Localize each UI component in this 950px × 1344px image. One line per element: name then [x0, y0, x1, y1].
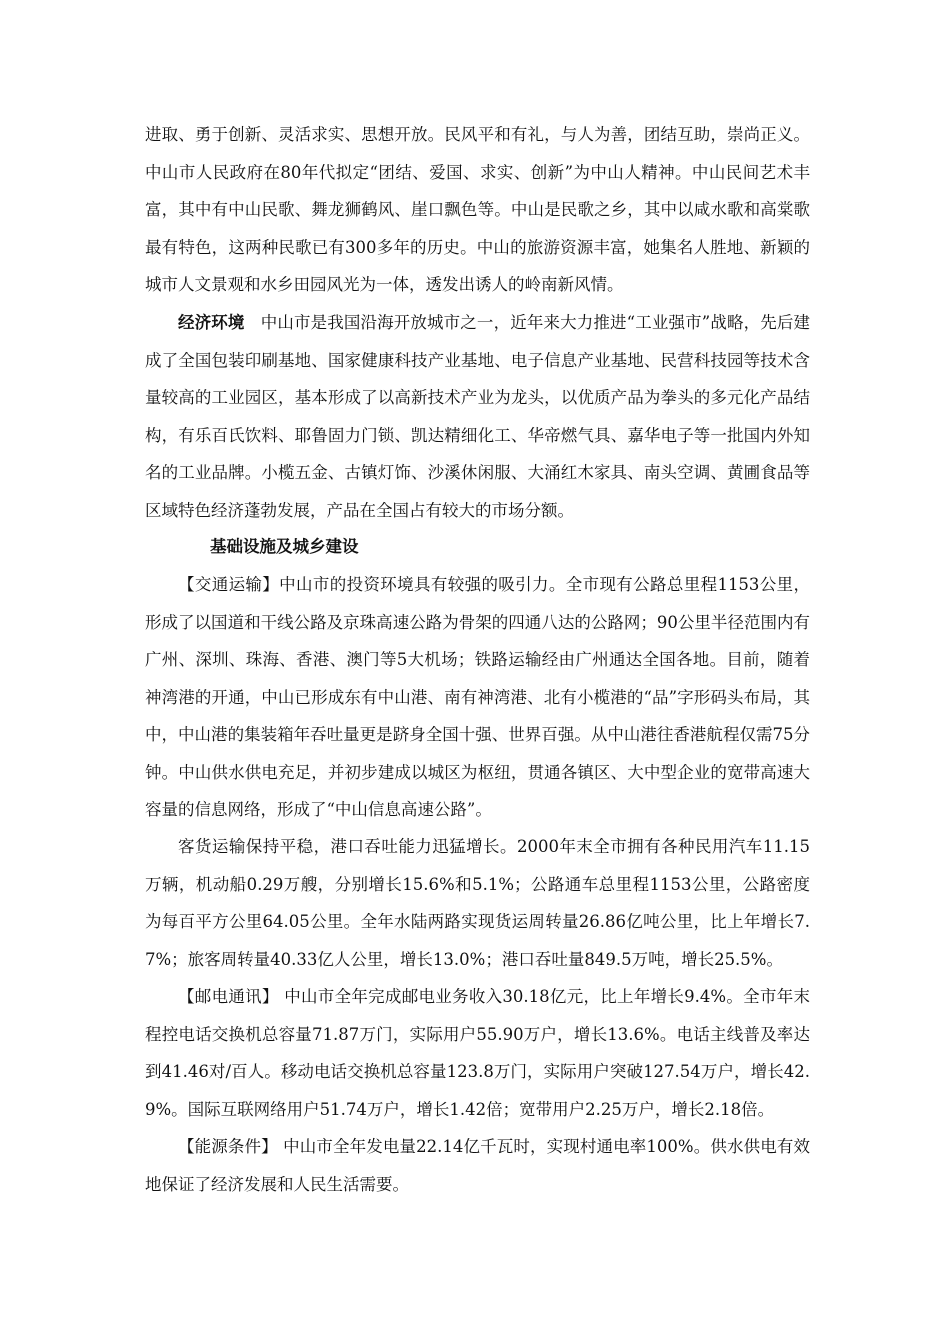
transport-text: 中山市的投资环境具有较强的吸引力。全市现有公路总里程1153公里，形成了以国道和干线公路及京珠高速公路为骨架的四通八达的公路网；90公里半径范围内有广州、深圳、珠海、香港、澳门等5大机场；铁路运输经由广州通达全国各地。目前，随着神湾港的开通，中山已形成东有中山港、南有神湾港、北有小榄港的“品”字形码头布局，其中，中山港的集装箱年吞吐量更是跻身全国十强、世界百强。从中山港往香港航程仅需75分钟。中山供水供电充足，并初步建成以城区为枢纽，贯通各镇区、大中型企业的宽带高速大容量的信息网络，形成了“中山信息高速公路”。 — [145, 575, 811, 819]
energy-paragraph — [145, 1128, 810, 1203]
post-text: 中山市全年完成邮电业务收入30.18亿元，比上年增长9.4%。全市年末程控电话交换机总容量71.87万门，实际用户55.90万户，增长13.6%。电话主线普及率达到41.46对/百人。移动电话交换机总容量123.8万门，实际用户突破127.54万户，增长42.9%。国际互联网络用户51.74万户，增长1.42倍；宽带用户2.25万户，增长2.18倍。 — [145, 987, 811, 1119]
transport-label: 【交通运输】 — [178, 575, 280, 594]
economy-text: 中山市是我国沿海开放城市之一，近年来大力推进“工业强市”战略，先后建成了全国包装印刷基地、国家健康科技产业基地、电子信息产业基地、民营科技园等技术含量较高的工业园区，基本形成了以高新技术产业为龙头，以优质产品为拳头的多元化产品结构，有乐百氏饮料、耶鲁固力门锁、凯达精细化工、华帝燃气具、嘉华电子等一批国内外知名的工业品牌。小榄五金、古镇灯饰、沙溪休闲服、大涌红木家具、南头空调、黄圃食品等区域特色经济蓬勃发展，产品在全国占有较大的市场分额。 — [145, 313, 810, 520]
post-label: 【邮电通讯】 — [178, 987, 279, 1006]
culture-text: 进取、勇于创新、灵活求实、思想开放。民风平和有礼，与人为善，团结互助，崇尚正义。中山市人民政府在80年代拟定“团结、爱国、求实、创新”为中山人精神。中山民间艺术丰富，其中有中山民歌、舞龙狮鹤风、崖口飘色等。中山是民歌之乡，其中以咸水歌和高棠歌最有特色，这两种民歌已有300多年的历史。中山的旅游资源丰富，她集名人胜地、新颖的城市人文景观和水乡田园风光为一体，透发出诱人的岭南新风情。 — [145, 125, 810, 294]
energy-text: 中山市全年发电量22.14亿千瓦时，实现村通电率100%。供水供电有效地保证了经济发展和人民生活需要。 — [145, 1137, 810, 1194]
post-paragraph — [145, 978, 810, 1128]
economy-label: 经济环境 — [178, 313, 245, 332]
freight-paragraph — [145, 828, 810, 978]
energy-label: 【能源条件】 — [178, 1137, 278, 1156]
economy-paragraph — [145, 304, 810, 529]
transport-paragraph — [145, 566, 810, 829]
freight-text: 客货运输保持平稳，港口吞吐能力迅猛增长。2000年末全市拥有各种民用汽车11.15万辆，机动船0.29万艘，分别增长15.6%和5.1%；公路通车总里程1153公里，公路密度为每百平方公里64.05公里。全年水陆两路实现货运周转量26.86亿吨公里，比上年增长7.7%；旅客周转量40.33亿人公里，增长13.0%；港口吞吐量849.5万吨，增长25.5%。 — [145, 837, 810, 969]
culture-paragraph — [145, 116, 810, 304]
section-heading: 基础设施及城乡建设 — [210, 537, 359, 556]
